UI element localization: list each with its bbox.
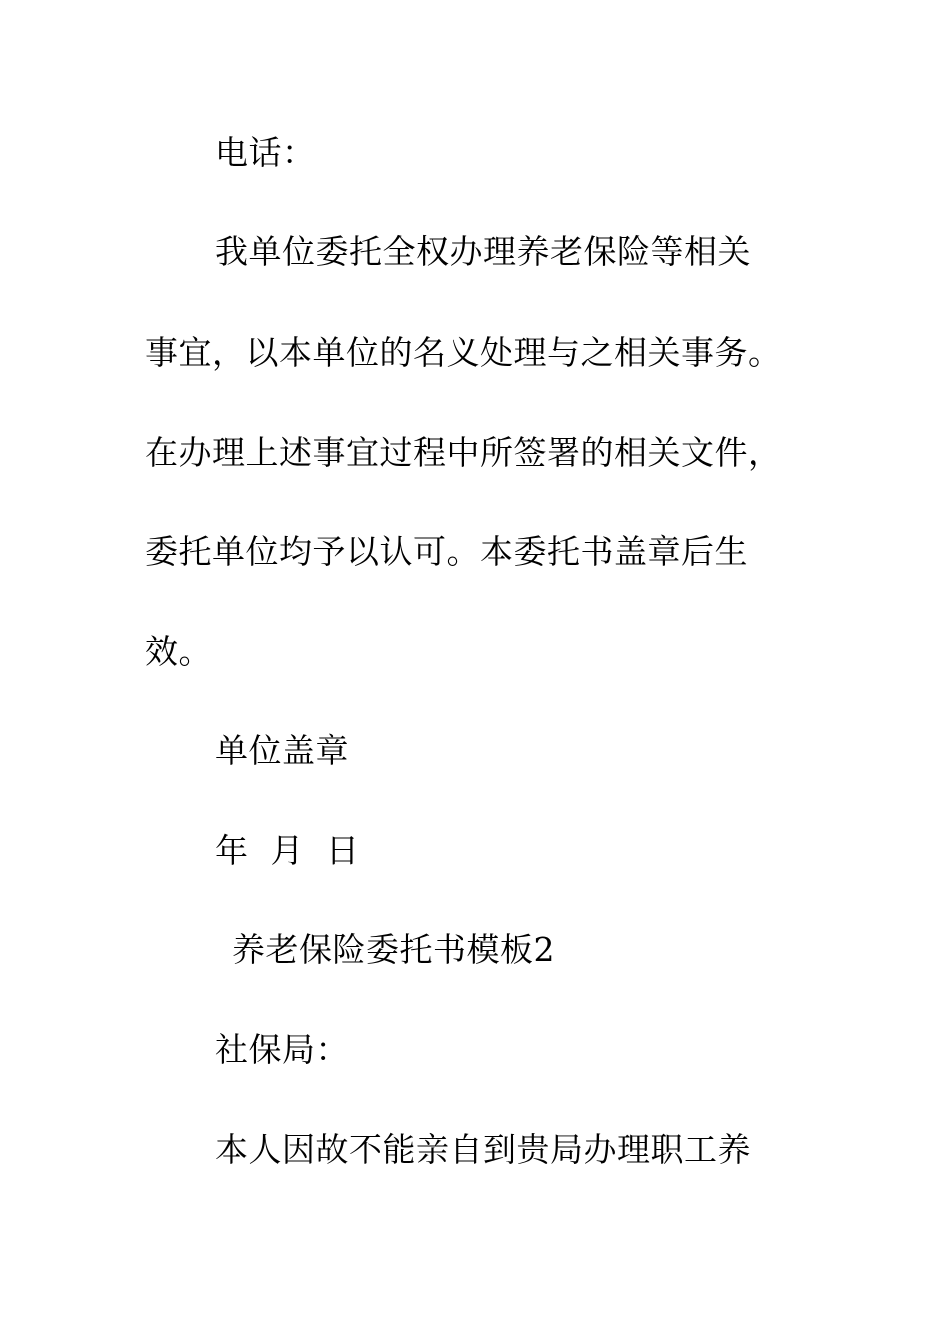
paragraph-line: 本人因故不能亲自到贵局办理职工养	[215, 1130, 751, 1169]
addressee: 社保局：	[215, 1030, 349, 1069]
seal-label: 单位盖章	[215, 731, 349, 770]
paragraph-line: 效。	[145, 632, 212, 671]
phone-label: 电话：	[215, 133, 316, 172]
date-line: 年 月 日	[215, 831, 360, 870]
paragraph-line: 委托单位均予以认可。本委托书盖章后生	[145, 532, 748, 571]
paragraph-line: 事宜，以本单位的名义处理与之相关事务。	[145, 333, 782, 372]
paragraph-line: 在办理上述事宜过程中所签署的相关文件，	[145, 433, 782, 472]
paragraph-line: 我单位委托全权办理养老保险等相关	[215, 232, 751, 271]
section-title: 养老保险委托书模板2	[232, 930, 555, 969]
